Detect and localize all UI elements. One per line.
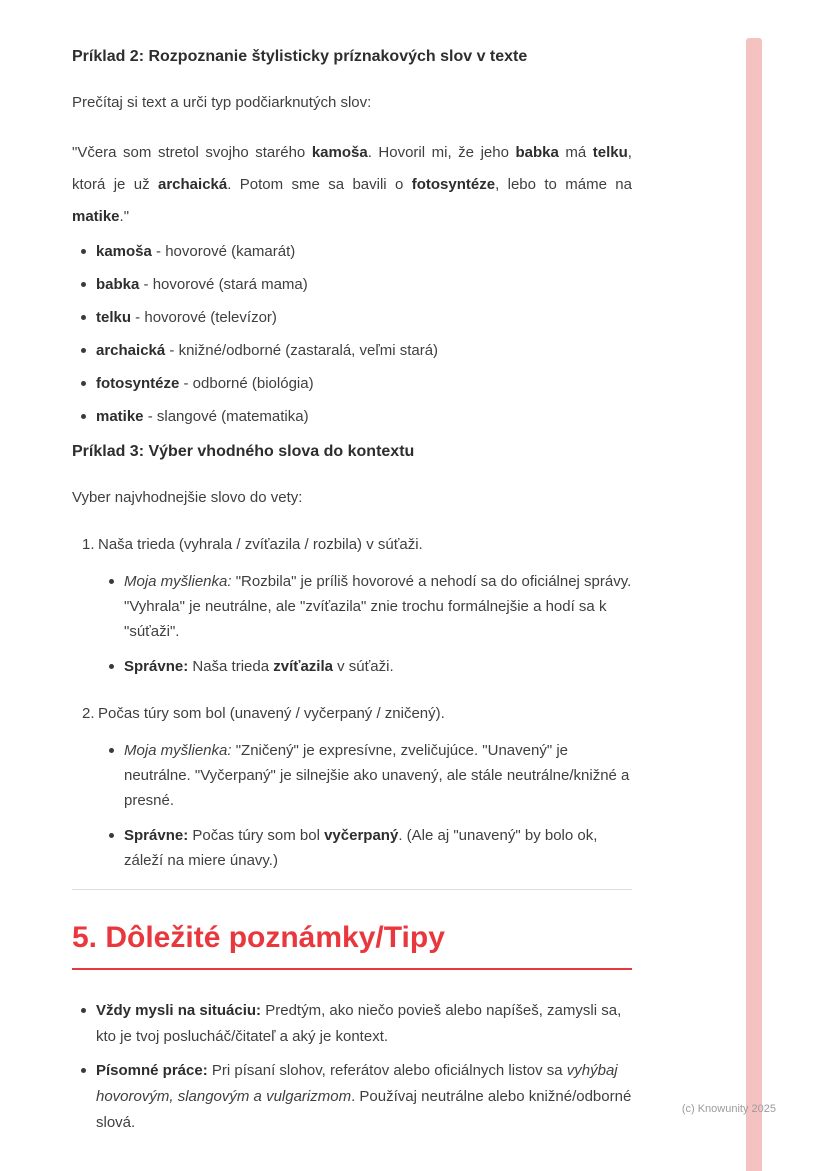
text-segment: v súťaži. — [332, 658, 394, 675]
text-segment: - hovorové (kamarát) — [151, 243, 296, 260]
example3-intro: Vyber najvhodnejšie slovo do vety: — [72, 489, 303, 506]
text-segment: "Zničený" je expresívne, zveličujúce. "Unavený" je neutrálne. "Vyčerpaný" je silnejšie ako unavený, ale stále neutrálne/knižné a presné. — [124, 742, 630, 809]
tips-heading: 5. Dôležité poznámky/Tipy — [72, 920, 632, 970]
text-segment: - hovorové (stará mama) — [139, 276, 308, 293]
item-notes-list — [98, 738, 632, 873]
text-segment: Moja myšlienka: — [124, 742, 232, 759]
text-segment: fotosyntéze — [411, 176, 496, 193]
term-list-item — [72, 371, 632, 396]
text-segment: babka — [96, 276, 140, 293]
example2-intro: Prečítaj si text a urči typ podčiarknutých slov: — [72, 94, 372, 111]
text-segment: . Potom sme sa bavili o — [227, 176, 412, 193]
text-segment: . Hovoril mi, že jeho — [367, 144, 516, 161]
text-segment: , lebo to máme na — [495, 176, 632, 193]
text-segment: Písomné práce: — [96, 1062, 208, 1079]
tips-list-item — [72, 998, 632, 1050]
tips-list-item — [72, 1058, 632, 1136]
text-segment: "Rozbila" je príliš hovorové a nehodí sa do oficiálnej správy. "Vyhrala" je neutrálne, ale "zvíťazila" znie trochu formálnejšie a hodí sa k "súťaži". — [124, 573, 632, 640]
text-segment: kamoša — [96, 243, 152, 260]
text-segment: Správne: — [124, 827, 189, 844]
text-segment: archaická — [158, 176, 228, 193]
text-segment: Správne: — [124, 658, 189, 675]
note-item — [98, 823, 632, 873]
text-segment: - slangové (matematika) — [143, 408, 309, 425]
tips-list — [72, 998, 632, 1136]
example2-heading: Príklad 2: Rozpoznanie štylisticky príznakových slov v texte — [72, 48, 528, 65]
example2-term-list — [72, 239, 632, 429]
text-segment: telku — [96, 309, 132, 326]
text-segment: matike — [72, 208, 120, 225]
text-segment: Počas túry som bol — [188, 827, 325, 844]
decorative-side-bar — [746, 38, 762, 1171]
note-item — [98, 654, 632, 679]
example3-numbered-list — [72, 532, 632, 873]
text-segment: . (Ale aj "unavený" by bolo ok, záleží na miere únavy.) — [124, 827, 598, 869]
document-content — [72, 0, 632, 1136]
numbered-item-text: Naša trieda (vyhrala / zvíťazila / rozbila) v súťaži. — [98, 536, 423, 553]
term-list-item — [72, 272, 632, 297]
text-segment: kamoša — [311, 144, 368, 161]
term-list-item — [72, 404, 632, 429]
item-number: 1. — [82, 536, 95, 553]
numbered-item-text: Počas túry som bol (unavený / vyčerpaný / zničený). — [98, 705, 445, 722]
note-item — [98, 569, 632, 644]
numbered-item — [72, 532, 632, 679]
text-segment: Moja myšlienka: — [124, 573, 232, 590]
text-segment: matike — [96, 408, 144, 425]
note-item — [98, 738, 632, 813]
example3-heading: Príklad 3: Výber vhodného slova do kontextu — [72, 443, 415, 460]
text-segment: Vždy mysli na situáciu: — [96, 1002, 262, 1019]
text-segment: Predtým, ako niečo povieš alebo napíšeš, zamysli sa, kto je tvoj poslucháč/čitateľ a aký je kontext. — [96, 1002, 622, 1045]
term-list-item — [72, 338, 632, 363]
term-list-item — [72, 305, 632, 330]
text-segment: babka — [515, 144, 559, 161]
text-segment: . Používaj neutrálne alebo knižné/odborné slová. — [96, 1088, 632, 1131]
numbered-item — [72, 701, 632, 873]
term-list-item — [72, 239, 632, 264]
text-segment: Naša trieda — [188, 658, 274, 675]
text-segment: fotosyntéze — [96, 375, 180, 392]
text-segment: má — [558, 144, 593, 161]
text-segment: - knižné/odborné (zastaralá, veľmi stará) — [165, 342, 439, 359]
watermark: (c) Knowunity 2025 — [681, 1103, 776, 1115]
text-segment: telku — [592, 144, 628, 161]
text-segment: - hovorové (televízor) — [131, 309, 277, 326]
text-segment: , ktorá je už — [72, 144, 632, 193]
text-segment: "Včera som stretol svojho starého — [72, 144, 312, 161]
text-segment: archaická — [96, 342, 166, 359]
example2-quote-paragraph — [72, 137, 632, 233]
text-segment: zvíťazila — [273, 658, 333, 675]
item-notes-list — [98, 569, 632, 679]
text-segment: ." — [119, 208, 130, 225]
text-segment: vyčerpaný — [324, 827, 399, 844]
item-number: 2. — [82, 705, 95, 722]
text-segment: vyhýbaj hovorovým, slangovým a vulgarizmom — [96, 1062, 618, 1105]
text-segment: - odborné (biológia) — [179, 375, 314, 392]
section-divider — [72, 889, 632, 890]
text-segment: Pri písaní slohov, referátov alebo oficiálnych listov sa — [207, 1062, 567, 1079]
